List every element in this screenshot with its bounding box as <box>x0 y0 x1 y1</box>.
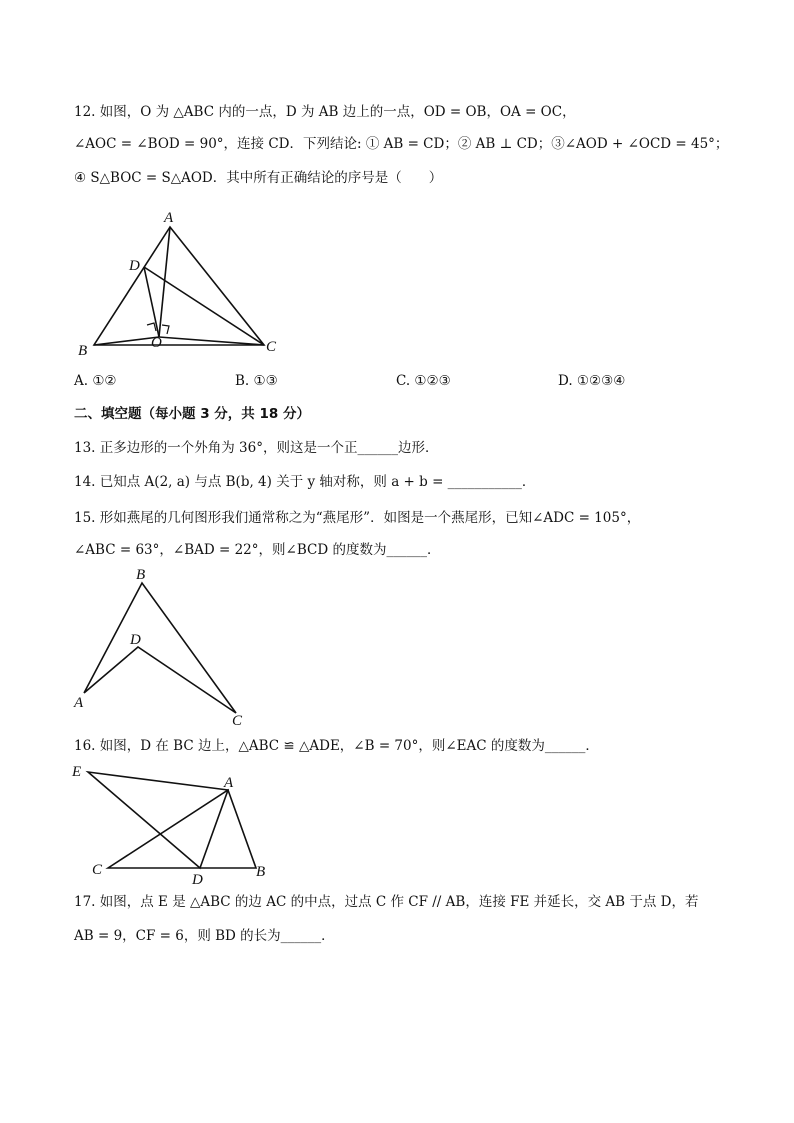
q12-triangle-abc <box>94 227 264 345</box>
q16-label-c: C <box>92 862 103 878</box>
q12-line3: ④ S△BOC = S△AOD．其中所有正确结论的序号是（ ） <box>74 170 443 186</box>
q12-option-c: C. ①②③ <box>396 373 451 389</box>
q16-figure <box>70 760 280 890</box>
q12-line1: 12. 如图，O 为 △ABC 内的一点，D 为 AB 边上的一点，OD = OB，OA = OC， <box>74 104 576 120</box>
q16-text: 16. 如图，D 在 BC 边上，△ABC ≌ △ADE，∠B = 70°，则∠EAC 的度数为______． <box>74 738 599 754</box>
q12-line2: ∠AOC = ∠BOD = 90°，连接 CD．下列结论: ① AB = CD；② AB ⊥ CD；③∠AOD + ∠OCD = 45°； <box>74 136 729 152</box>
q12-label-d: D <box>129 258 140 274</box>
q16-label-d: D <box>192 872 203 888</box>
q12-label-o: O <box>151 335 162 351</box>
q16-label-b: B <box>256 864 266 880</box>
q16-triangle-ade <box>88 772 228 868</box>
q15-figure <box>70 565 260 730</box>
q12-option-b: B. ①③ <box>235 373 278 389</box>
q16-label-a: A <box>224 775 234 791</box>
q12-right-angle-2 <box>162 325 169 334</box>
q17-line2: AB = 9，CF = 6，则 BD 的长为______． <box>74 928 335 944</box>
q12-label-a: A <box>164 210 174 226</box>
q12-segment-bo <box>94 337 159 345</box>
q12-option-d: D. ①②③④ <box>558 373 626 389</box>
q15-line2: ∠ABC = 63°，∠BAD = 22°，则∠BCD 的度数为______． <box>74 542 441 558</box>
q16-triangle-abc <box>108 790 256 868</box>
q15-label-b: B <box>136 567 146 583</box>
q12-segment-do <box>144 267 159 337</box>
q12-option-a: A. ①② <box>74 373 117 389</box>
q15-dovetail-shape <box>84 583 236 713</box>
q15-label-a: A <box>74 695 84 711</box>
q15-line1: 15. 形如燕尾的几何图形我们通常称之为“燕尾形”．如图是一个燕尾形，已知∠ADC = 105°， <box>74 510 641 526</box>
q12-label-c: C <box>266 339 277 355</box>
q12-right-angle-1 <box>147 323 156 331</box>
q12-label-b: B <box>78 343 88 359</box>
section2-title: 二、填空题（每小题 3 分，共 18 分） <box>74 406 310 422</box>
q12-segment-oc <box>159 337 264 345</box>
q15-label-d: D <box>130 632 141 648</box>
q15-label-c: C <box>232 713 243 729</box>
q13-text: 13. 正多边形的一个外角为 36°，则这是一个正______边形． <box>74 440 439 456</box>
q12-figure <box>74 205 294 365</box>
q16-label-e: E <box>72 764 82 780</box>
q14-text: 14. 已知点 A(2, a) 与点 B(b, 4) 关于 y 轴对称，则 a + b = ___________． <box>74 474 536 490</box>
q17-line1: 17. 如图，点 E 是 △ABC 的边 AC 的中点，过点 C 作 CF // AB，连接 FE 并延长，交 AB 于点 D，若 <box>74 894 699 910</box>
